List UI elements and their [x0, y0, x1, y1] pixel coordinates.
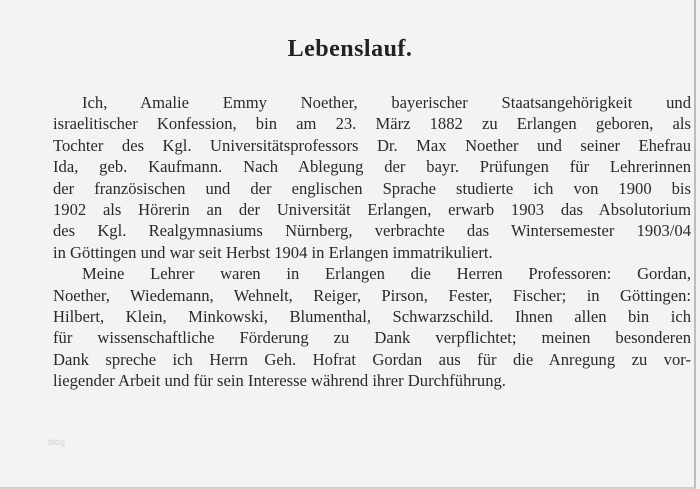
- text-line: liegender Arbeit und für sein Interesse während ihrer Durchführung.: [53, 371, 506, 391]
- text-line: Ich, Amalie Emmy Noether, bayerischer Staatsangehörigkeit und: [82, 93, 691, 112]
- text-line: Tochter des Kgl. Universitätsprofessors Dr. Max Noether und seiner Ehefrau: [53, 135, 691, 155]
- text-line: Ida, geb. Kaufmann. Nach Ablegung der bayr. Prüfungen für Lehrerinnen: [53, 157, 691, 177]
- text-line: israelitischer Konfession, bin am 23. März 1882 zu Erlangen geboren, als: [53, 114, 691, 134]
- document-body: [53, 92, 691, 391]
- text-line: des Kgl. Realgymnasiums Nürnberg, verbrachte das Wintersemester 1903/04: [53, 221, 691, 241]
- watermark: blog: [48, 437, 66, 447]
- text-line: Meine Lehrer waren in Erlangen die Herren Professoren: Gordan,: [82, 264, 691, 284]
- text-line: in Göttingen und war seit Herbst 1904 in Erlangen immatrikuliert.: [53, 242, 493, 262]
- text-line: Dank spreche ich Herrn Geh. Hofrat Gordan aus für die Anregung zu vor-: [53, 349, 691, 369]
- text-line: Hilbert, Klein, Minkowski, Blumenthal, Schwarzschild. Ihnen allen bin ich: [53, 306, 691, 326]
- text-line: der französischen und der englischen Sprache studierte ich von 1900 bis: [53, 178, 691, 198]
- document-title: Lebenslauf.: [287, 36, 413, 62]
- paragraph-1: [53, 92, 691, 263]
- text-line: für wissenschaftliche Förderung zu Dank verpflichtet; meinen besonderen: [53, 328, 691, 348]
- text-line: Noether, Wiedemann, Wehnelt, Reiger, Pirson, Fester, Fischer; in Göttingen:: [53, 285, 691, 305]
- paragraph-2: [53, 263, 691, 391]
- text-line: 1902 als Hörerin an der Universität Erlangen, erwarb 1903 das Absolutorium: [53, 199, 691, 219]
